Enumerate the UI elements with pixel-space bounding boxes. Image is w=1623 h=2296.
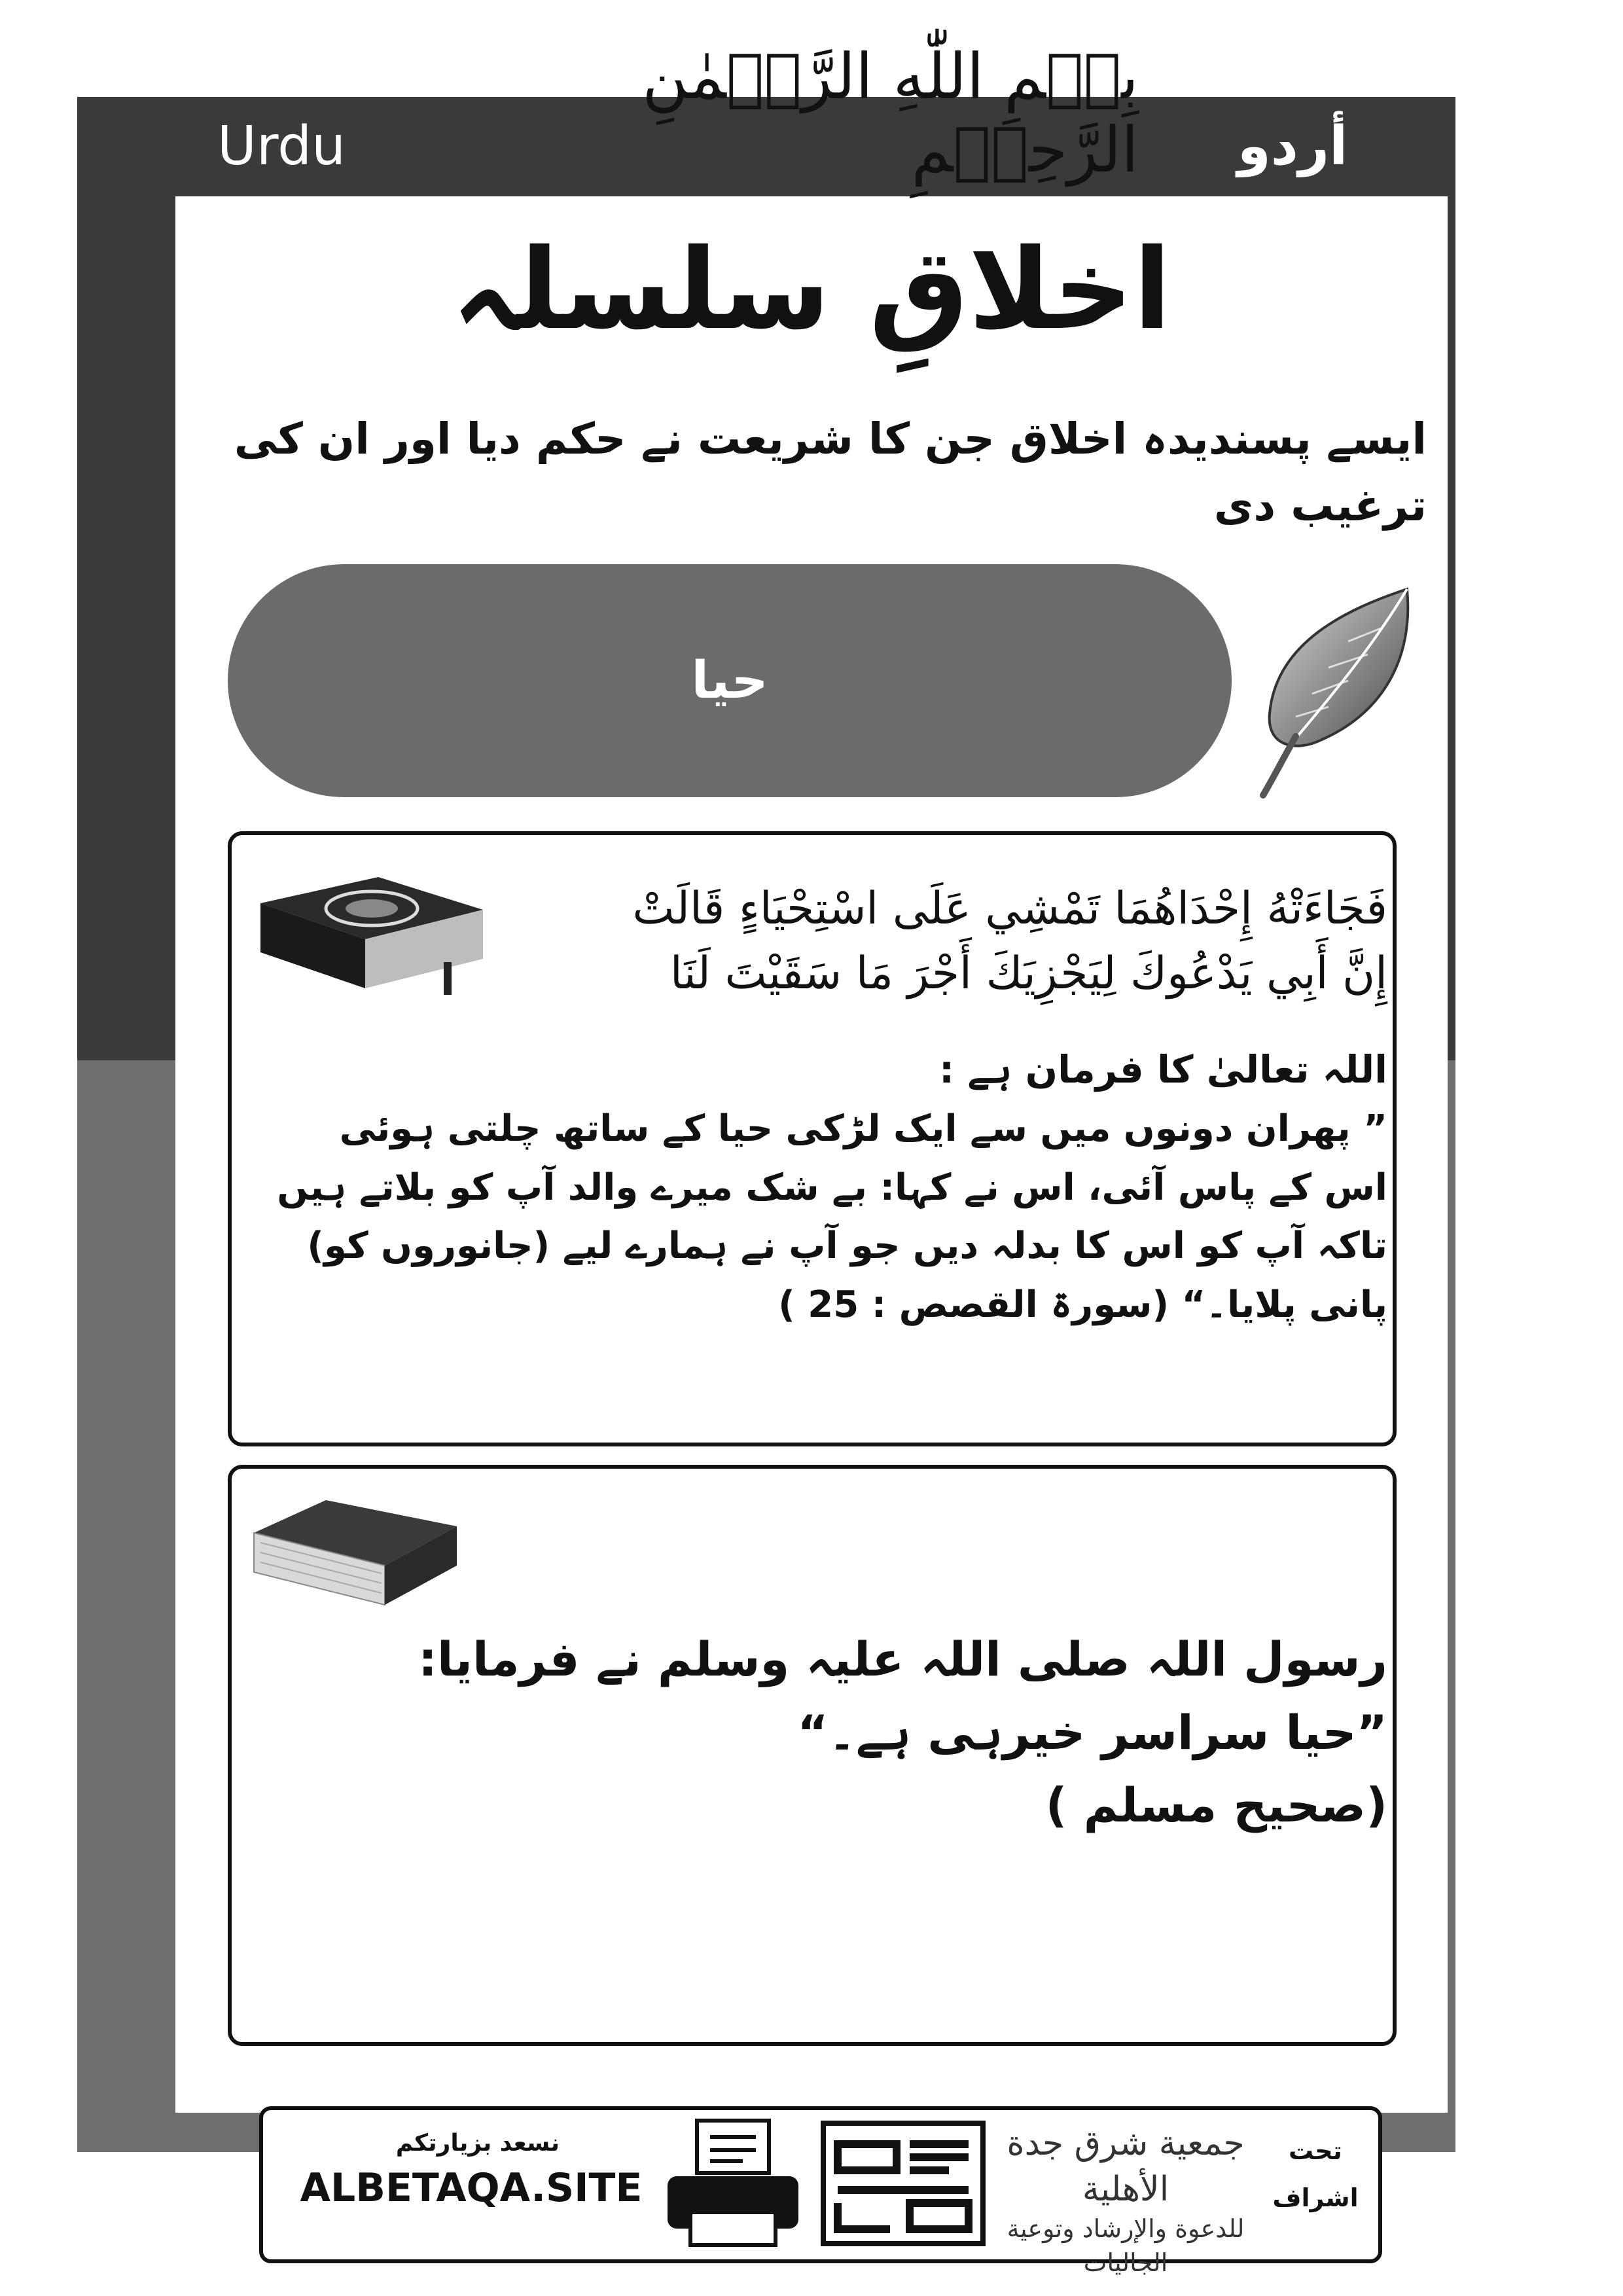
hadith-line-1: رسول اللہ صلی اللہ علیہ وسلم نے فرمایا: xyxy=(418,1632,1387,1687)
supervision-line-1: تحت xyxy=(1289,2136,1342,2165)
ayah-line-1: فَجَاءَتْهُ إِحْدَاهُمَا تَمْشِي عَلَى اسْتِحْيَاءٍ قَالَتْ xyxy=(632,883,1387,935)
page-title: اخلاقِ سلسلہ xyxy=(452,225,1171,355)
dawa-logo xyxy=(818,2118,988,2249)
language-label-english: Urdu xyxy=(77,97,486,195)
hadith-line-2: ”حیا سراسر خیرہی ہے۔“ xyxy=(797,1704,1387,1760)
topic-label: حیا xyxy=(691,651,768,710)
leaf-icon xyxy=(1250,583,1420,798)
supervision-line-2: اشراف xyxy=(1272,2183,1359,2213)
quran-intro: اللہ تعالیٰ کا فرمان ہے : xyxy=(939,1047,1387,1092)
hadith-line-3: (صحیح مسلم ) xyxy=(1045,1778,1387,1833)
society-line-2: للدعوة والإرشاد وتوعية الجاليات xyxy=(1007,2214,1245,2277)
quran-book-icon xyxy=(247,864,496,1001)
footer-site-link[interactable]: ALBETAQA.SITE xyxy=(300,2165,643,2211)
printer-icon xyxy=(661,2114,805,2251)
supervision-label xyxy=(1263,2127,1368,2221)
closed-book-icon xyxy=(247,1480,463,1618)
quran-translation: ” پھران دونوں میں سے ایک لڑکی حیا کے ساتھ چلتی ہوئی اس کے پاس آئی، اس نے کہا: بے شک میرے والد آپ کو بلاتے ہیں تاکہ آپ کو اس کا بدلہ دیں جو آپ نے ہمارے لیے (جانوروں کو) پانی پلایا۔“ (سورۃ القصص : 25 ) xyxy=(277,1107,1387,1326)
hadith-text xyxy=(275,1623,1387,1842)
footer-tagline: نسعد بزيارتكم xyxy=(395,2130,560,2157)
topic-banner xyxy=(228,564,1232,797)
ayah-line-2: إِنَّ أَبِي يَدْعُوكَ لِيَجْزِيَكَ أَجْرَ مَا سَقَيْتَ لَنَا xyxy=(669,947,1387,999)
dawa-logo-mark xyxy=(818,2118,988,2249)
basmala-calligraphy: بِسۡمِ اللّٰهِ الرَّحۡمٰنِ الرَّحِیۡمِ xyxy=(642,40,1139,187)
page-subtitle: ایسے پسندیدہ اخلاق جن کا شریعت نے حکم دیا اور ان کی ترغیب دی xyxy=(234,414,1427,531)
language-label-urdu: أردو xyxy=(1130,97,1455,195)
quran-ayah xyxy=(484,877,1387,1006)
society-line-1: جمعية شرق جدة الأهلية xyxy=(1007,2124,1245,2210)
society-name xyxy=(995,2121,1257,2280)
